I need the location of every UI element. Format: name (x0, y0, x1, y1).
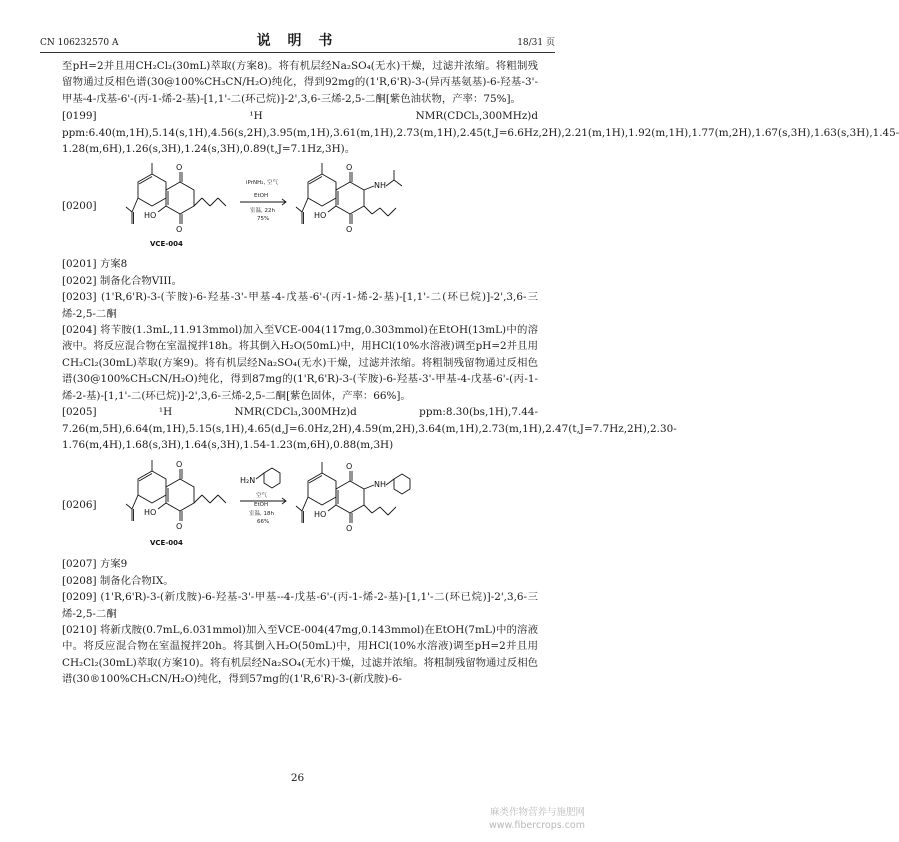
paragraph-tag: [0206] (62, 499, 97, 512)
document-body (62, 58, 899, 688)
yield-text: 66% (257, 519, 270, 526)
paragraph: [0208] 制备化合物IX。 (62, 574, 174, 587)
patent-number: CN 106232570 A (40, 38, 119, 48)
reaction-scheme-9 (62, 457, 538, 553)
hydroxyl-label: HO (144, 211, 157, 221)
watermark-url: www.fibercrops.com (488, 820, 585, 831)
watermark (489, 806, 585, 832)
paragraph: [0210] 将新戊胺(0.7mL,6.031mmol)加入至VCE-004(47mg,0.143mmol)在EtOH(7mL)中的溶液中。将反应混合物在室温搅拌20h。将其倒入H₂O(50mL)中，用HCl(10%水溶液)调至pH=2并且用CH₂Cl₂(30mL)萃取(方案10)。将有机层经Na₂SO₄(无水)干燥，过滤并浓缩。将粗制残留物通过反相色谱(30®100%CH₃CN/H₂O)纯化，得到57mg的(1'R,6'R)-3-(新戊胺)-6- (62, 623, 538, 686)
reaction-scheme-8 (62, 160, 538, 252)
paragraph-tag: [0200] (62, 200, 97, 213)
nmr-paragraph: [0199] ¹H NMR(CDCl₃,300MHz)d ppm:6.40(m,1H),5.14(s,1H),4.56(s,2H),3.95(m,1H),3.61(m,1H),2.73(m,1H),2.45(t,J=6.6Hz,2H),2.21(m,1H),1.92(m,1H),1.77(m,2H),1.67(s,3H),1.63(s,3H),1.45-1.28(m,6H),1.26(s,3H),1.24(s,3H),0.89(t,J=7.1Hz,3H)。 (62, 110, 899, 156)
watermark-title: 麻类作物营养与施肥网 (489, 807, 585, 818)
hydroxyl-label: HO (144, 508, 157, 518)
compound-label: VCE-004 (150, 539, 183, 548)
oxygen-label: O (176, 522, 183, 532)
paragraph: [0201] 方案8 (62, 258, 128, 271)
page-indicator: 18/31 页 (517, 38, 555, 48)
solvent-text: EtOH (254, 193, 269, 200)
paragraph: [0202] 制备化合物VIII。 (62, 274, 183, 287)
oxygen-label: O (346, 462, 353, 472)
paragraph: [0204] 将苄胺(1.3mL,11.913mmol)加入至VCE-004(117mg,0.303mmol)在EtOH(13mL)中的溶液中。将反应混合物在室温搅拌18h。将其倒入H₂O(50mL)中，用HCl(10%水溶液)调至pH=2并且用CH₂Cl₂(30mL)萃取(方案9)。将有机层经Na₂SO₄(无水)干燥，过滤并浓缩。将粗制残留物通过反相色谱(30@100%CH₃CN/H₂O)纯化，得到87mg的(1'R,6'R)-3-(苄胺)-6-羟基-3'-甲基-4-戊基-6'-(丙-1-烯-2-基)-[1,1'-二(环已烷)]-2',3,6-三烯-2,5-二酮[紫色固体，产率：66%]。 (62, 324, 538, 402)
page-number: 26 (290, 772, 305, 784)
amine-label: NH (374, 181, 386, 191)
paragraph: [0209] (1'R,6'R)-3-(新戊胺)-6-羟基-3'-甲基--4-戊基-6'-(丙-1-烯-2-基)-[1,1'-二(环已烷)]-2',3,6-三烯-2,5-二酮 (62, 591, 538, 620)
oxygen-label: O (176, 163, 183, 173)
nmr-paragraph: [0205] ¹H NMR(CDCl₃,300MHz)d ppm:8.30(bs,1H),7.44-7.26(m,5H),6.64(m,1H),5.15(s,1H),4.65(d,J=6.0Hz,2H),4.59(m,2H),3.64(m,1H),2.73(m,1H),2.47(t,J=7.7Hz,2H),2.30-1.76(m,4H),1.68(s,3H),1.64(s,3H),1.54-1.23(m,6H),0.88(m,3H) (62, 406, 677, 451)
conditions-text: 室温, 18h (249, 511, 274, 518)
oxygen-label: O (176, 225, 183, 235)
page-header (40, 30, 555, 53)
chemical-structure-diagram (122, 160, 422, 252)
paragraph: [0203] (1'R,6'R)-3-(苄胺)-6-羟基-3'-甲基-4-戊基-6'-(丙-1-烯-2-基)-[1,1'-二(环已烷)]-2',3,6-三烯-2,5-二酮 (62, 291, 538, 320)
reagent-text: 空气 (256, 493, 268, 500)
compound-label: VCE-004 (150, 240, 183, 249)
amine-label: H₂N (240, 476, 256, 486)
document-title: 说 明 书 (256, 33, 339, 49)
solvent-text: EtOH (254, 502, 269, 509)
oxygen-label: O (176, 460, 183, 470)
amine-label: NH (374, 480, 386, 490)
hydroxyl-label: HO (314, 211, 327, 221)
chemical-structure-diagram (122, 457, 422, 553)
paragraph: 至pH=2并且用CH₂Cl₂(30mL)萃取(方案8)。将有机层经Na₂SO₄(无水)干燥，过滤并浓缩。将粗制残留物通过反相色谱(30@100%CH₃CN/H₂O)纯化，得到92mg的(1'R,6'R)-3-(异丙基氨基)-6-羟基-3'-甲基-4-戊基-6'-(丙-1-烯-2-基)-[1,1'-二(环己烷)]-2',3,6-三烯-2,5-二酮[紫色油状物，产率：75%]。 (62, 60, 538, 105)
yield-text: 75% (257, 216, 270, 223)
reagent-text: iPrNH₂, 空气 (246, 180, 278, 187)
paragraph: [0207] 方案9 (62, 558, 128, 571)
oxygen-label: O (346, 163, 353, 173)
conditions-text: 室温, 22h (250, 208, 275, 215)
hydroxyl-label: HO (314, 510, 327, 520)
oxygen-label: O (346, 225, 353, 235)
oxygen-label: O (346, 524, 353, 534)
